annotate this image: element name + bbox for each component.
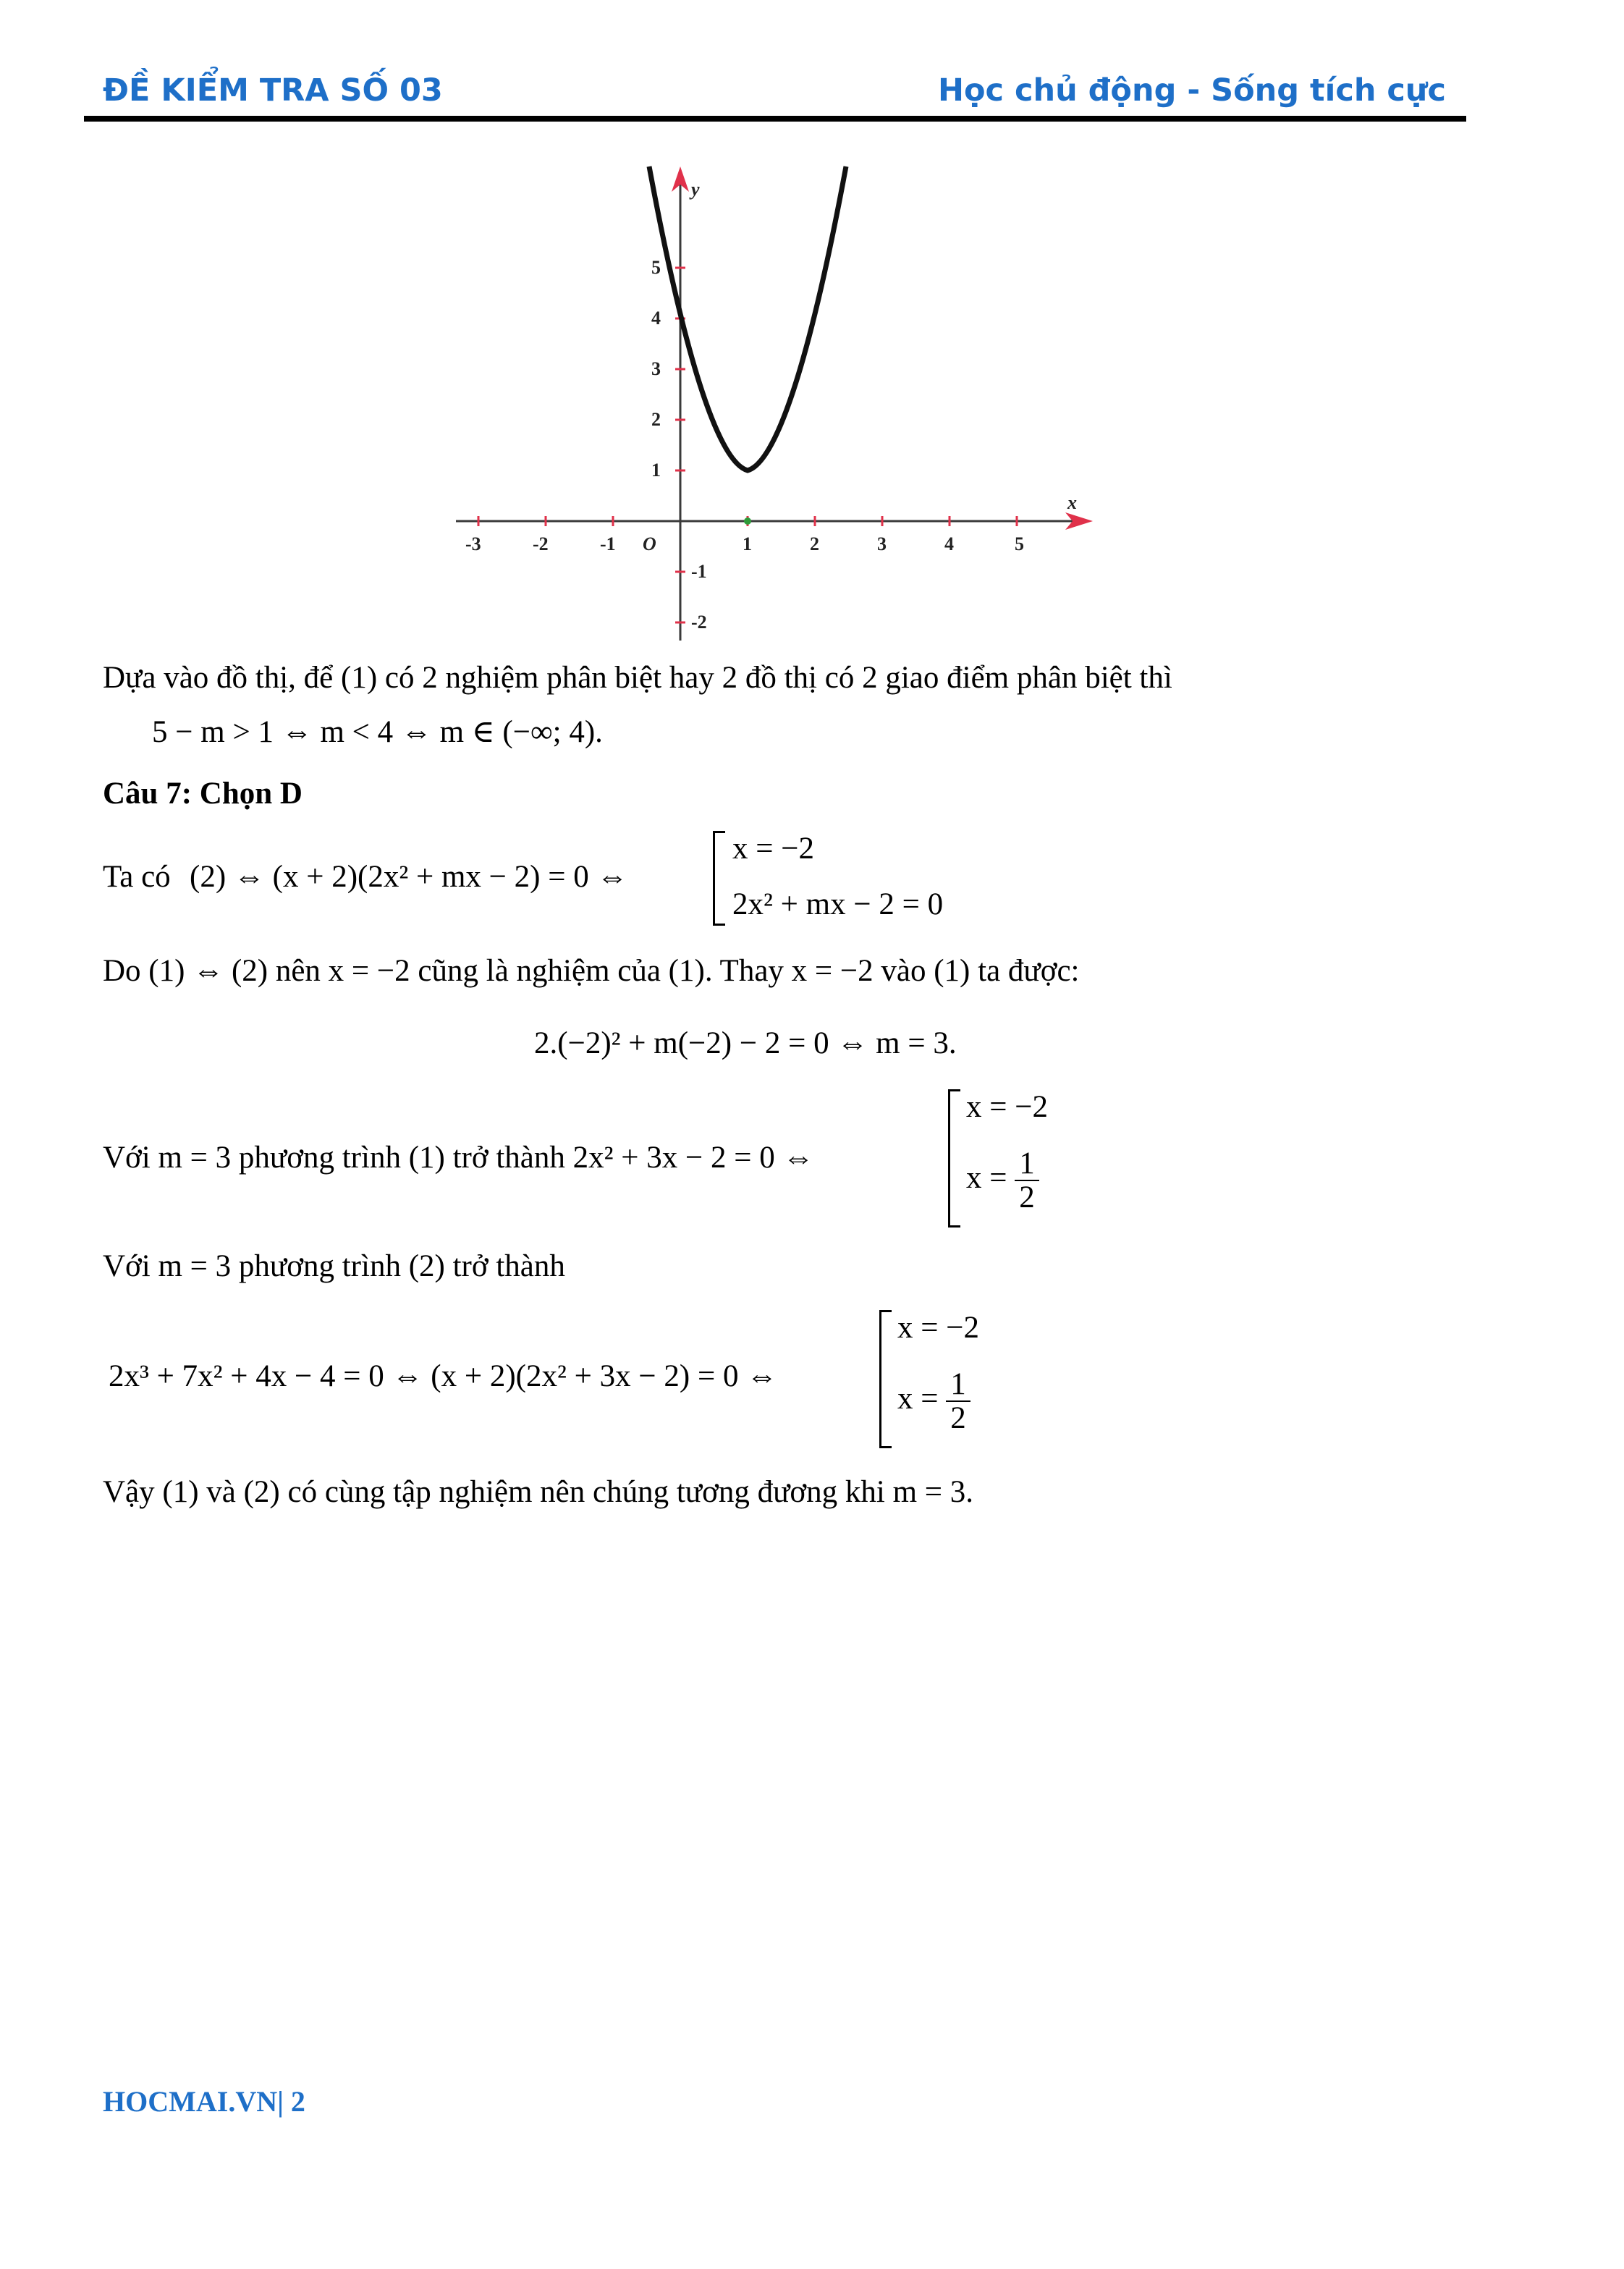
document-header-title: ĐỀ KIỂM TRA SỐ 03 <box>103 72 443 109</box>
fraction-denominator: 2 <box>950 1401 966 1436</box>
system-bracket <box>713 831 725 926</box>
system-line-2: 2x² + mx − 2 = 0 <box>732 887 944 921</box>
substitution-equation: 2.(−2)² + m(−2) − 2 = 0 ⇔ m = 3. <box>534 1026 957 1060</box>
x-tick-label: 4 <box>944 533 954 554</box>
y-tick-label: -2 <box>691 612 707 633</box>
fraction-numerator: 1 <box>946 1368 970 1402</box>
equivalence-line: Do (1) ⇔ (2) nên x = −2 cũng là nghiệm của (1). Thay x = −2 vào (1) ta được: <box>103 954 1080 988</box>
fraction-denominator: 2 <box>1019 1180 1035 1215</box>
solution-1b-prefix: x = <box>966 1161 1007 1196</box>
final-conclusion: Vậy (1) và (2) có cùng tập nghiệm nên chúng tương đương khi m = 3. <box>103 1475 974 1509</box>
y-tick-label: 1 <box>651 460 661 481</box>
conclusion-line: Dựa vào đồ thị, để (1) có 2 nghiệm phân biệt hay 2 đồ thị có 2 giao điểm phân biệt thì <box>103 661 1172 695</box>
y-tick-label: -1 <box>691 561 707 582</box>
y-tick-label: 5 <box>651 257 661 278</box>
x-tick-label: 1 <box>743 533 752 554</box>
x-tick-label: -1 <box>600 533 616 554</box>
x-tick-label: 5 <box>1015 533 1024 554</box>
fraction-one-half <box>1015 1147 1039 1214</box>
system-line-1: x = −2 <box>732 832 815 866</box>
y-tick-label: 3 <box>651 358 661 379</box>
case1-line: Với m = 3 phương trình (1) trở thành 2x² + 3x − 2 = 0 ⇔ <box>103 1141 814 1175</box>
question-7-heading: Câu 7: Chọn D <box>103 777 303 811</box>
y-tick-label: 4 <box>651 308 661 329</box>
x-tick-label: 3 <box>877 533 887 554</box>
solution-1a: x = −2 <box>966 1090 1049 1124</box>
document-header-slogan: Học chủ động - Sống tích cực <box>937 72 1446 109</box>
fraction-numerator: 1 <box>1015 1147 1039 1181</box>
x-tick-label: -2 <box>533 533 549 554</box>
origin-label: O <box>643 533 656 554</box>
x-tick-label: 2 <box>810 533 819 554</box>
y-axis-label: y <box>691 179 700 200</box>
y-tick-label: 2 <box>651 409 661 430</box>
x-tick-label: -3 <box>465 533 481 554</box>
page-footer: HOCMAI.VN| 2 <box>103 2085 305 2118</box>
header-divider <box>84 116 1466 122</box>
fraction-one-half <box>946 1368 970 1435</box>
solution-2b <box>897 1368 970 1435</box>
solution-bracket-1 <box>948 1089 960 1228</box>
solution-1b <box>966 1147 1039 1214</box>
vertex-marker <box>744 517 751 525</box>
factor-equation: (2) ⇔ (x + 2)(2x² + mx − 2) = 0 ⇔ <box>190 860 628 894</box>
x-axis-label: x <box>1067 492 1077 513</box>
inequality-line: 5 − m > 1 ⇔ m < 4 ⇔ m ∈ (−∞; 4). <box>152 715 603 749</box>
parabola-graph <box>441 163 1107 648</box>
solution-2a: x = −2 <box>897 1311 980 1345</box>
solution-bracket-2 <box>879 1310 892 1448</box>
taco-prefix: Ta có <box>103 860 171 894</box>
solution-2b-prefix: x = <box>897 1382 939 1416</box>
cubic-equation: 2x³ + 7x² + 4x − 4 = 0 ⇔ (x + 2)(2x² + 3x − 2) = 0 ⇔ <box>109 1359 778 1393</box>
case2-line: Với m = 3 phương trình (2) trở thành <box>103 1249 565 1283</box>
